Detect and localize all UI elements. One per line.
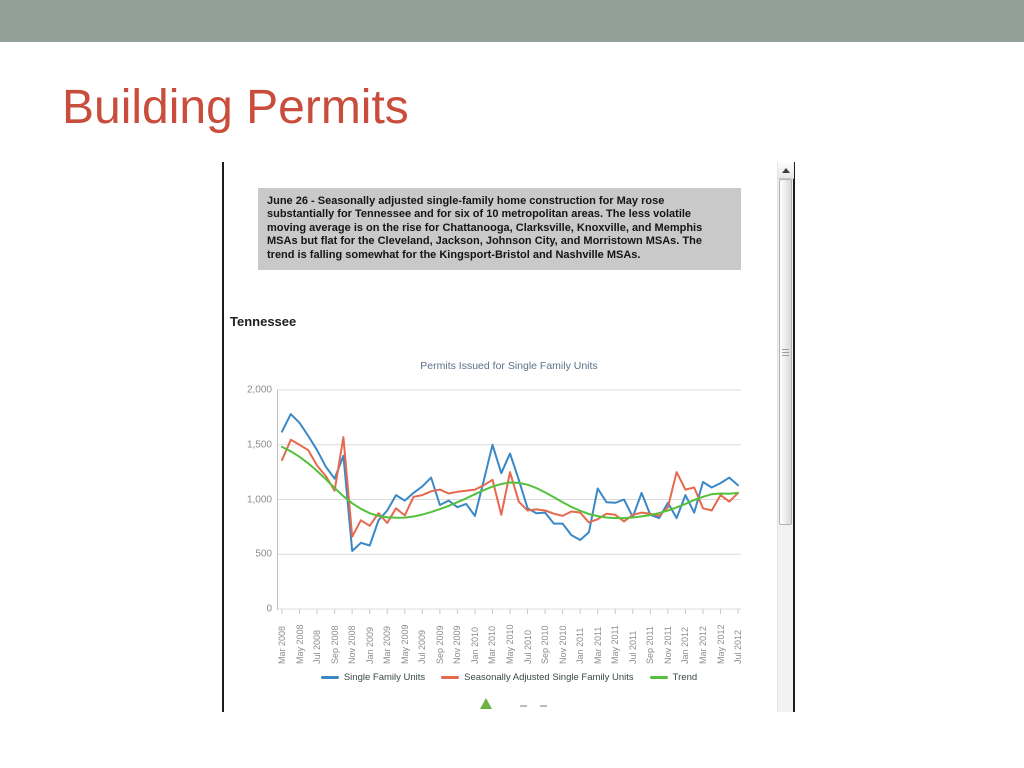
legend-line-swatch-icon (441, 676, 459, 679)
vertical-scrollbar[interactable] (777, 162, 793, 712)
cutoff-footer-logo-icon (480, 698, 492, 709)
legend-item (441, 672, 634, 683)
x-axis-label: May 2008 (294, 624, 305, 664)
legend-item (321, 672, 425, 683)
x-axis-label: Mar 2011 (592, 626, 603, 664)
x-axis-label: May 2009 (399, 624, 410, 664)
scrollbar-thumb[interactable] (779, 179, 792, 525)
x-axis-label: Nov 2010 (557, 625, 568, 664)
slide-title: Building Permits (62, 81, 409, 134)
scroll-up-button[interactable] (778, 162, 794, 179)
x-axis-label: May 2010 (505, 624, 516, 664)
x-axis-label: Sep 2011 (645, 626, 656, 664)
x-axis-label: May 2012 (715, 624, 726, 664)
x-axis-label: Mar 2012 (697, 625, 708, 664)
y-axis-label: 2,000 (246, 384, 272, 396)
x-axis-label: May 2011 (610, 625, 621, 664)
x-axis-label: Jul 2009 (417, 629, 428, 664)
x-axis-label: Jan 2012 (680, 626, 691, 664)
x-axis-label: Jan 2011 (575, 627, 586, 664)
x-axis-label: Jul 2011 (627, 630, 638, 664)
y-axis-label: 1,500 (246, 439, 272, 451)
permits-line-chart (277, 385, 741, 617)
legend-label: Single Family Units (343, 671, 426, 683)
scroll-up-arrow-icon (782, 168, 790, 173)
x-axis-label: Nov 2008 (347, 625, 358, 664)
thumb-grip-icon (782, 349, 789, 350)
news-summary-text: June 26 - Seasonally adjusted single-family home construction for May rose substantially for Tennessee and for six of 10 metropolitan areas. The less volatile moving average is on the rise for Chattanooga, Clarksville, Knoxville, and Memphis MSAs but flat for the Cleveland, Jackson, Johnson City, and Morristown MSAs. The trend is falling somewhat for the Kingsport-Bristol and Nashville MSAs. (267, 195, 703, 261)
thumb-grip-icon (782, 355, 789, 356)
legend-label: Seasonally Adjusted Single Family Units (464, 671, 634, 683)
x-axis-label: Mar 2008 (277, 625, 287, 664)
x-axis-label: Nov 2011 (662, 626, 673, 664)
legend-label: Trend (672, 671, 698, 683)
chart-title: Permits Issued for Single Family Units (420, 360, 598, 372)
x-axis-label: Jul 2012 (733, 629, 744, 664)
legend-item (650, 672, 697, 683)
x-axis-label: Mar 2010 (487, 625, 498, 664)
news-summary-box (258, 188, 741, 270)
x-axis-label: Jul 2008 (312, 629, 323, 664)
slide-header-band (0, 0, 1024, 42)
thumb-grip-icon (782, 352, 789, 353)
x-axis-label: Jan 2009 (364, 626, 375, 664)
y-axis-label: 0 (266, 603, 272, 615)
x-axis-label: Sep 2008 (329, 625, 340, 664)
x-axis-label: Jul 2010 (522, 629, 533, 664)
cutoff-footer-text-fragment (540, 705, 547, 707)
series-line-seasonally-adjusted-single-family-units (282, 437, 738, 537)
y-axis-label: 500 (255, 548, 272, 560)
x-axis-label: Sep 2009 (434, 625, 445, 664)
y-axis-label: 1,000 (246, 494, 272, 505)
legend-line-swatch-icon (650, 676, 668, 679)
section-heading: Tennessee (230, 314, 297, 329)
x-axis-label: Jan 2010 (469, 626, 480, 664)
x-axis-label: Mar 2009 (382, 625, 393, 664)
x-axis-label: Nov 2009 (452, 625, 463, 664)
chart-legend (277, 670, 741, 684)
embedded-report-frame (222, 162, 795, 712)
cutoff-footer-text-fragment (520, 705, 527, 707)
legend-line-swatch-icon (321, 676, 339, 679)
x-axis-label: Sep 2010 (540, 625, 551, 664)
